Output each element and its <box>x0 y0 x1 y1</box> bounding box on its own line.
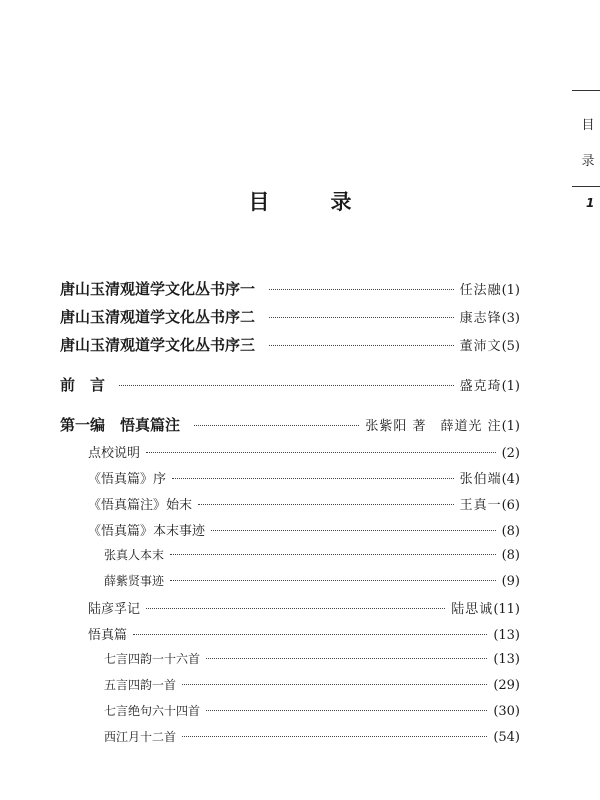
toc-entry-foreword[interactable] <box>60 374 520 402</box>
table-of-contents <box>60 278 520 754</box>
dot-leader <box>269 289 454 290</box>
toc-entry[interactable] <box>60 676 520 702</box>
entry-author: 王真一 <box>459 498 502 513</box>
toc-entry[interactable] <box>60 624 520 650</box>
entry-author: 张紫阳 著 薛道光 注 <box>365 419 502 434</box>
dot-leader <box>170 554 496 555</box>
dot-leader <box>206 710 487 711</box>
dot-leader <box>133 634 487 635</box>
entry-title: 点校说明 <box>88 446 141 461</box>
entry-page: (9) <box>501 574 520 589</box>
toc-entry[interactable] <box>60 468 520 494</box>
entry-author: 张伯端 <box>459 472 502 487</box>
entry-title: 张真人本末 <box>104 548 165 562</box>
entry-author: 任法融 <box>459 283 502 298</box>
entry-title: 五言四韵一首 <box>104 678 177 692</box>
entry-page: (4) <box>501 472 520 487</box>
entry-page: (1) <box>501 379 520 394</box>
dot-leader <box>170 580 496 581</box>
entry-author: 康志锋 <box>459 311 502 326</box>
dot-leader <box>194 425 359 426</box>
page-number: 1 <box>586 196 595 210</box>
entry-page: (13) <box>493 628 520 643</box>
running-header-title: 目录 <box>581 118 595 169</box>
toc-entry[interactable] <box>60 650 520 676</box>
entry-page: (11) <box>493 602 520 617</box>
toc-entry[interactable] <box>60 442 520 468</box>
entry-page: (1) <box>501 283 520 298</box>
toc-entry[interactable] <box>60 728 520 754</box>
dot-leader <box>146 608 445 609</box>
toc-entry[interactable] <box>60 546 520 572</box>
header-rule-top <box>572 90 600 91</box>
toc-entry[interactable] <box>60 520 520 546</box>
entry-page: (6) <box>501 498 520 513</box>
entry-title: 《悟真篇》本末事迹 <box>88 524 206 539</box>
toc-entry[interactable] <box>60 494 520 520</box>
entry-page: (2) <box>501 446 520 461</box>
dot-leader <box>146 452 496 453</box>
toc-entry-preface-3[interactable] <box>60 334 520 362</box>
toc-entry[interactable] <box>60 598 520 624</box>
dot-leader <box>198 504 454 505</box>
entry-title: 《悟真篇注》始末 <box>88 498 193 513</box>
dot-leader <box>206 658 487 659</box>
entry-author: 董沛文 <box>459 339 502 354</box>
dot-leader <box>182 684 487 685</box>
entry-page: (5) <box>501 339 520 354</box>
entry-title: 悟真篇 <box>88 628 128 643</box>
entry-author: 陆思诚 <box>451 602 494 617</box>
entry-title: 唐山玉清观道学文化丛书序一 <box>60 280 256 298</box>
dot-leader <box>269 317 454 318</box>
toc-entry-preface-2[interactable] <box>60 306 520 334</box>
entry-title: 七言绝句六十四首 <box>104 704 201 718</box>
entry-title: 薛紫贤事迹 <box>104 574 165 588</box>
toc-entry-preface-1[interactable] <box>60 278 520 306</box>
dot-leader <box>269 345 454 346</box>
toc-entry-part-1[interactable] <box>60 414 520 442</box>
entry-page: (8) <box>501 524 520 539</box>
entry-author: 盛克琦 <box>459 379 502 394</box>
entry-title: 《悟真篇》序 <box>88 472 167 487</box>
entry-page: (3) <box>501 311 520 326</box>
entry-page: (29) <box>493 678 520 693</box>
entry-title: 前 言 <box>60 376 106 394</box>
dot-leader <box>172 478 454 479</box>
entry-title: 七言四韵一十六首 <box>104 652 201 666</box>
entry-page: (8) <box>501 548 520 563</box>
entry-page: (1) <box>501 419 520 434</box>
entry-page: (30) <box>493 704 520 719</box>
entry-page: (54) <box>493 730 520 745</box>
page-title: 目 录 <box>248 190 372 214</box>
entry-page: (13) <box>493 652 520 667</box>
dot-leader <box>211 530 496 531</box>
toc-entry[interactable] <box>60 572 520 598</box>
toc-entry[interactable] <box>60 702 520 728</box>
entry-title: 陆彦孚记 <box>88 602 141 617</box>
entry-title: 西江月十二首 <box>104 730 177 744</box>
entry-title: 第一编 悟真篇注 <box>60 416 181 434</box>
dot-leader <box>182 736 487 737</box>
entry-title: 唐山玉清观道学文化丛书序二 <box>60 308 256 326</box>
entry-title: 唐山玉清观道学文化丛书序三 <box>60 336 256 354</box>
dot-leader <box>119 385 454 386</box>
